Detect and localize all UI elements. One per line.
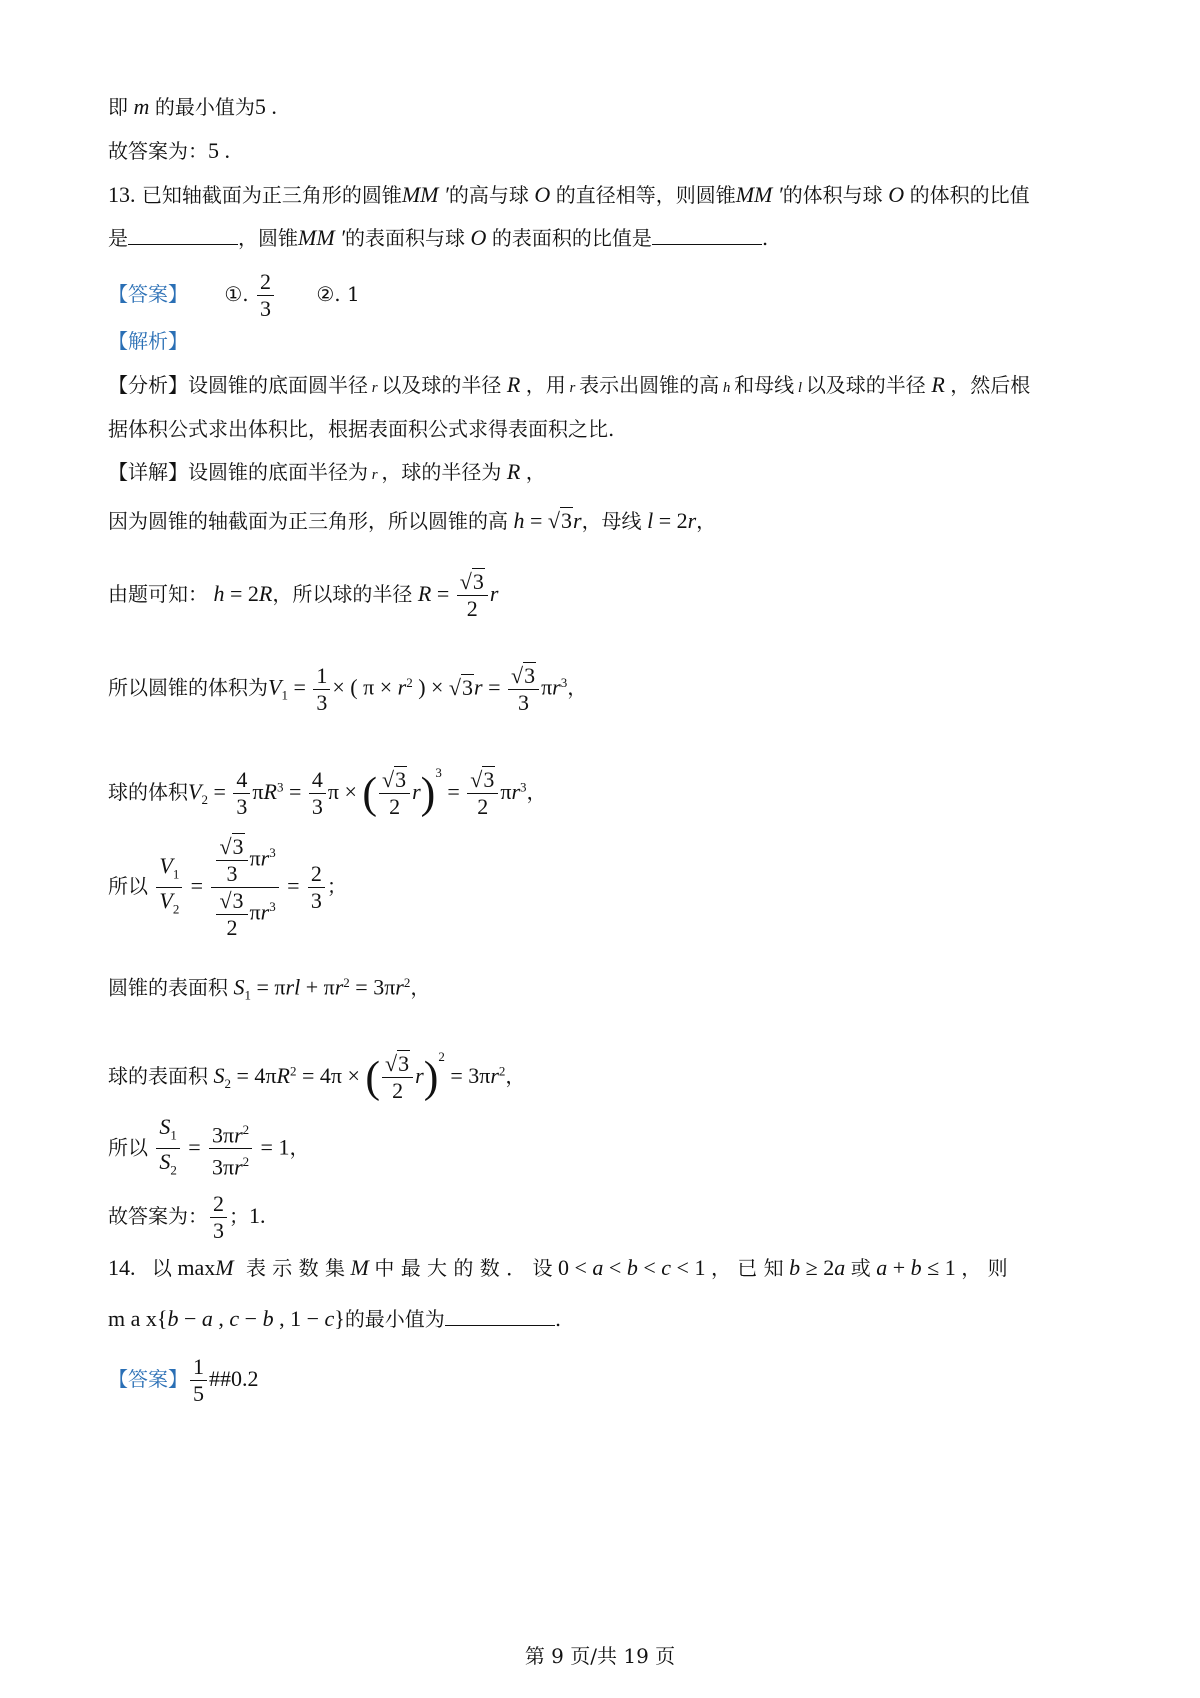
answer-blank[interactable] xyxy=(445,1305,555,1326)
question-14: 14. 以 maxM 表 示 数 集 M 中 最 大 的 数 ． 设 0 < a < b < c < 1 ， 已 知 b ≥ 2a 或 a + b ≤ 1 ， 则 xyxy=(108,1255,1008,1280)
v1-line: 所以圆锥的体积为$V_1$ = $\frac{1}{3}$ × ( $\pi \times r^2$ ) × √3r = $\frac{√3}{3}$ $\pi r^3$， xyxy=(108,662,588,715)
s1-line: 圆锥的表面积 $S_1 = \pi rl + \pi r^2 = 3\pi r^2$， xyxy=(108,974,431,1003)
answer-blank[interactable] xyxy=(128,224,238,245)
ratio-s-line: 所以 $\frac{S_1}{S_2}$ = $\frac{3\pi r^2}{3\pi r^2}$ = 1， xyxy=(108,1114,310,1180)
because-line: 因为圆锥的轴截面为正三角形，所以圆锥的高 h = √3r，母线 l = 2r， xyxy=(108,508,717,533)
text-line: 即 m 的最小值为5 . xyxy=(108,94,277,119)
question-13-cont: 是 ，圆锥MM ′的表面积与球 O 的表面积的比值是 . xyxy=(108,225,769,250)
analysis-tag: 【解析】 xyxy=(108,329,188,353)
fenxi-line-2: 据体积公式求出体积比，根据表面积公式求得表面积之比. xyxy=(108,417,615,441)
ratio-v-line: 所以 $\frac{V_1}{V_2}$ = $\frac{√3}{3}$ $\pi r^3$ $\frac{√3}{2}$ $\pi r^3$ = $\frac{2}{3}$ ； xyxy=(108,834,347,940)
youti-line: 由题可知： h = 2R，所以球的半径 R = $\frac{√3}{2}$ r xyxy=(108,569,499,621)
answer-13: 【答案】 ①. $\frac{2}{3}$ ②. 1 xyxy=(108,269,360,321)
fenxi-line: 【分析】设圆锥的底面圆半径 r 以及球的半径 R ，用 r 表示出圆锥的高 h 和母线 l 以及球的半径 R ，然后根 xyxy=(108,372,1031,397)
text-line: 故答案为：5 . xyxy=(108,138,230,163)
answer-14: 【答案】 $\frac{1}{5}$ ##0.2 xyxy=(108,1354,259,1406)
xiangjie-line: 【详解】设圆锥的底面半径为 r ，球的半径为 R ， xyxy=(108,459,546,484)
question-13: 13. 已知轴截面为正三角形的圆锥MM ′的高与球 O 的直径相等，则圆锥MM ′的体积与球 O 的体积的比值 xyxy=(108,182,1030,207)
question-14-cont: m a x{b − a , c − b , 1 − c}的最小值为 . xyxy=(108,1306,562,1331)
final-answer-line: 故答案为： $\frac{2}{3}$ ；1. xyxy=(108,1191,266,1243)
answer-blank[interactable] xyxy=(652,224,762,245)
s2-line: 球的表面积 $S_2 = 4\pi R^2 = 4\pi$ × ( $\frac{√3}{2}$ $r)^2 = 3\pi r^2$， xyxy=(108,1049,526,1103)
v2-line: 球的体积$V_2$ = $\frac{4}{3}$ $\pi R^3$ = $\frac{4}{3}$ π × ( $\frac{√3}{2}$ r)$^3$ = $\frac{√3}{2}$ $\pi r^3$， xyxy=(108,765,547,819)
page-footer: 第 9 页/共 19 页 xyxy=(524,1644,676,1668)
